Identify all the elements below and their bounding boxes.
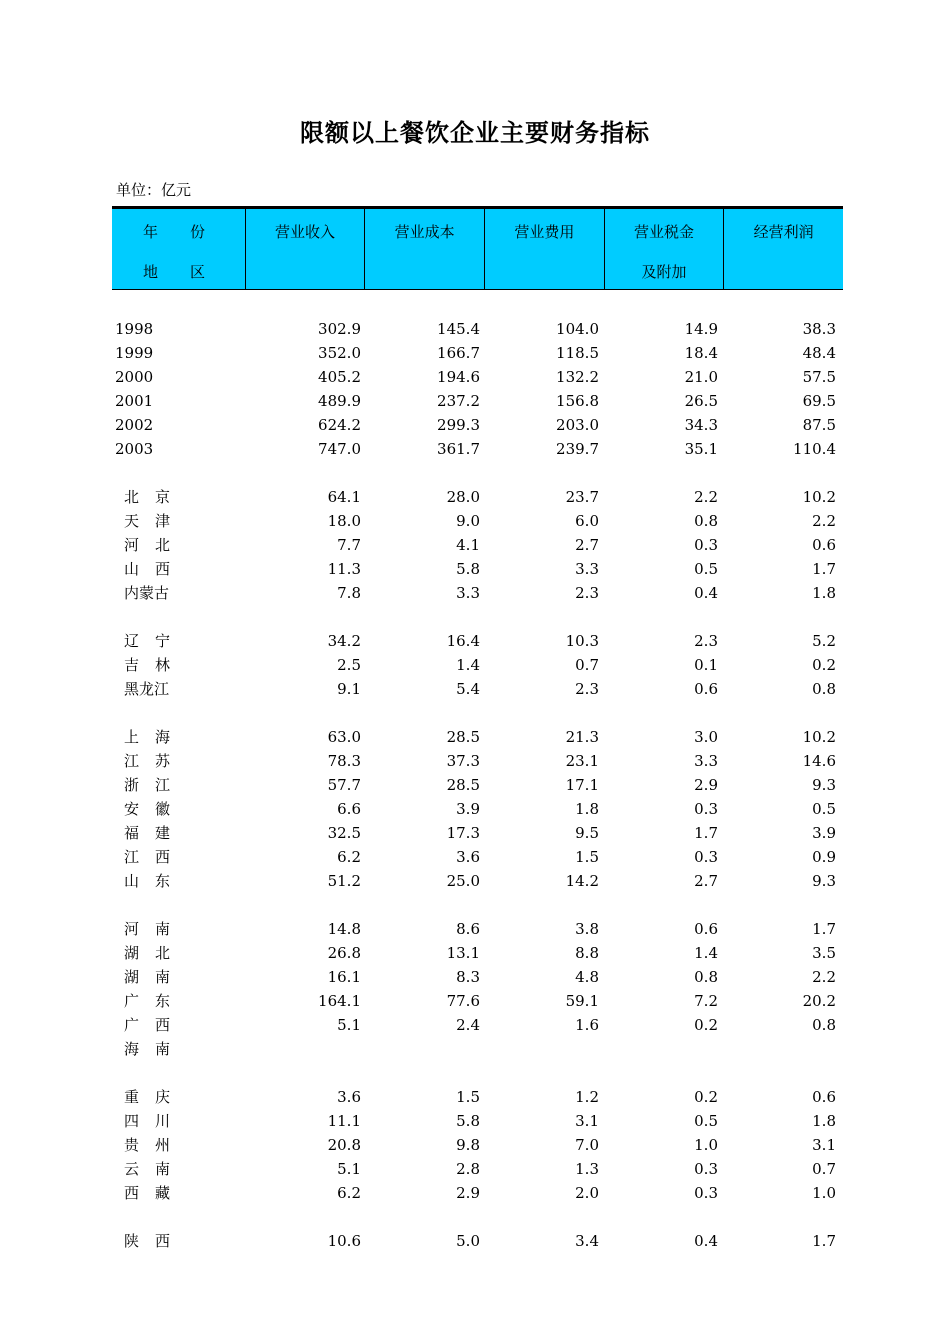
tax-value: 21.0 bbox=[684, 368, 718, 386]
profit-value: 1.8 bbox=[812, 584, 836, 602]
table-row bbox=[112, 749, 843, 773]
revenue-value: 26.8 bbox=[327, 944, 361, 962]
profit-value: 48.4 bbox=[802, 344, 836, 362]
header-label-line2: 及附加 bbox=[641, 263, 687, 281]
row-region-label: 海南 bbox=[124, 1040, 187, 1058]
tax-value: 35.1 bbox=[684, 440, 718, 458]
revenue-value: 20.8 bbox=[327, 1136, 361, 1154]
cost-value: 237.2 bbox=[437, 392, 480, 410]
tax-value: 34.3 bbox=[684, 416, 718, 434]
header-label: 营业收入 bbox=[274, 223, 335, 241]
revenue-value bbox=[245, 1037, 364, 1061]
expense-value: 14.2 bbox=[565, 872, 599, 890]
revenue-value: 16.1 bbox=[327, 968, 361, 986]
cost-value: 3.3 bbox=[456, 584, 480, 602]
profit-value: 0.8 bbox=[812, 1016, 836, 1034]
tax-value: 1.4 bbox=[694, 944, 718, 962]
unit-label: 单位：亿元 bbox=[116, 181, 192, 199]
tax-value: 3.0 bbox=[694, 728, 718, 746]
revenue-value: 18.0 bbox=[327, 512, 361, 530]
tax-value: 0.8 bbox=[694, 512, 718, 530]
row-region-label: 四川 bbox=[124, 1112, 187, 1130]
profit-value: 0.8 bbox=[812, 680, 836, 698]
table-row bbox=[112, 485, 843, 509]
expense-value: 2.0 bbox=[575, 1184, 599, 1202]
cost-value: 25.0 bbox=[446, 872, 480, 890]
expense-value: 17.1 bbox=[565, 776, 599, 794]
row-year-label: 1999 bbox=[115, 344, 154, 362]
row-region-label: 湖北 bbox=[124, 944, 187, 962]
profit-value: 3.1 bbox=[812, 1136, 836, 1154]
header-cost bbox=[365, 209, 485, 289]
cost-value: 1.5 bbox=[456, 1088, 480, 1106]
profit-value: 0.7 bbox=[812, 1160, 836, 1178]
tax-value: 1.7 bbox=[694, 824, 718, 842]
row-year-label: 1998 bbox=[115, 320, 154, 338]
row-region-label: 贵州 bbox=[124, 1136, 187, 1154]
revenue-value: 78.3 bbox=[327, 752, 361, 770]
table-row bbox=[112, 1229, 843, 1253]
table-row bbox=[112, 677, 843, 701]
expense-value: 3.8 bbox=[575, 920, 599, 938]
table-row bbox=[112, 1085, 843, 1109]
page-title: 限额以上餐饮企业主要财务指标 bbox=[300, 118, 650, 147]
cost-value: 28.5 bbox=[446, 776, 480, 794]
cost-value: 299.3 bbox=[437, 416, 480, 434]
revenue-value: 2.5 bbox=[337, 656, 361, 674]
revenue-value: 3.6 bbox=[337, 1088, 361, 1106]
profit-value: 0.6 bbox=[812, 536, 836, 554]
cost-value: 166.7 bbox=[437, 344, 480, 362]
table-row bbox=[112, 989, 843, 1013]
revenue-value: 9.1 bbox=[337, 680, 361, 698]
table-row bbox=[112, 1109, 843, 1133]
tax-value bbox=[602, 1037, 721, 1061]
profit-value: 1.8 bbox=[812, 1112, 836, 1130]
revenue-value: 747.0 bbox=[318, 440, 361, 458]
revenue-value: 51.2 bbox=[327, 872, 361, 890]
profit-value: 9.3 bbox=[812, 872, 836, 890]
profit-value: 14.6 bbox=[802, 752, 836, 770]
profit-value: 2.2 bbox=[812, 512, 836, 530]
table-row bbox=[112, 941, 843, 965]
table-row bbox=[112, 845, 843, 869]
profit-value: 57.5 bbox=[802, 368, 836, 386]
profit-value: 9.3 bbox=[812, 776, 836, 794]
row-region-label: 安徽 bbox=[124, 800, 187, 818]
profit-value: 69.5 bbox=[802, 392, 836, 410]
row-region-label: 河北 bbox=[124, 536, 187, 554]
tax-value: 18.4 bbox=[684, 344, 718, 362]
revenue-value: 6.6 bbox=[337, 800, 361, 818]
profit-value: 3.5 bbox=[812, 944, 836, 962]
profit-value: 5.2 bbox=[812, 632, 836, 650]
table-row bbox=[112, 437, 843, 461]
financial-table bbox=[112, 206, 843, 1253]
header-profit bbox=[724, 209, 843, 289]
profit-value: 1.7 bbox=[812, 920, 836, 938]
table-row bbox=[112, 1181, 843, 1205]
header-region-cell bbox=[112, 209, 246, 289]
revenue-value: 11.3 bbox=[327, 560, 361, 578]
cost-value: 5.8 bbox=[456, 560, 480, 578]
row-region-label: 吉林 bbox=[124, 656, 187, 674]
profit-value: 3.9 bbox=[812, 824, 836, 842]
expense-value: 23.1 bbox=[565, 752, 599, 770]
table-row bbox=[112, 509, 843, 533]
row-region-label: 山西 bbox=[124, 560, 187, 578]
revenue-value: 6.2 bbox=[337, 1184, 361, 1202]
expense-value: 23.7 bbox=[565, 488, 599, 506]
cost-value: 2.9 bbox=[456, 1184, 480, 1202]
revenue-value: 7.7 bbox=[337, 536, 361, 554]
tax-value: 0.3 bbox=[694, 800, 718, 818]
table-row bbox=[112, 581, 843, 605]
expense-value: 1.2 bbox=[575, 1088, 599, 1106]
row-region-label: 浙江 bbox=[124, 776, 187, 794]
table-row bbox=[112, 773, 843, 797]
expense-value: 3.1 bbox=[575, 1112, 599, 1130]
tax-value: 0.5 bbox=[694, 560, 718, 578]
row-year-label: 2002 bbox=[115, 416, 154, 434]
revenue-value: 6.2 bbox=[337, 848, 361, 866]
table-row bbox=[112, 365, 843, 389]
profit-value: 0.2 bbox=[812, 656, 836, 674]
revenue-value: 7.8 bbox=[337, 584, 361, 602]
row-region-label: 黑龙江 bbox=[124, 680, 170, 698]
tax-value: 3.3 bbox=[694, 752, 718, 770]
revenue-value: 624.2 bbox=[318, 416, 361, 434]
tax-value: 0.5 bbox=[694, 1112, 718, 1130]
expense-value: 6.0 bbox=[575, 512, 599, 530]
row-region-label: 广西 bbox=[124, 1016, 187, 1034]
row-region-label: 福建 bbox=[124, 824, 187, 842]
revenue-value: 10.6 bbox=[327, 1232, 361, 1250]
expense-value: 2.3 bbox=[575, 680, 599, 698]
row-region-label: 江苏 bbox=[124, 752, 187, 770]
cost-value: 3.9 bbox=[456, 800, 480, 818]
header-year-char-1: 年 bbox=[143, 223, 159, 241]
tax-value: 0.3 bbox=[694, 848, 718, 866]
row-region-label: 北京 bbox=[124, 488, 187, 506]
row-region-label: 广东 bbox=[124, 992, 187, 1010]
tax-value: 0.6 bbox=[694, 920, 718, 938]
row-year-label: 2000 bbox=[115, 368, 154, 386]
row-region-label: 湖南 bbox=[124, 968, 187, 986]
header-label: 营业费用 bbox=[514, 223, 575, 241]
revenue-value: 63.0 bbox=[327, 728, 361, 746]
profit-value: 1.0 bbox=[812, 1184, 836, 1202]
table-row bbox=[112, 317, 843, 341]
cost-value: 8.3 bbox=[456, 968, 480, 986]
table-row bbox=[112, 389, 843, 413]
table-row bbox=[112, 725, 843, 749]
cost-value: 28.0 bbox=[446, 488, 480, 506]
table-row bbox=[112, 917, 843, 941]
expense-value: 59.1 bbox=[565, 992, 599, 1010]
cost-value: 8.6 bbox=[456, 920, 480, 938]
cost-value: 361.7 bbox=[437, 440, 480, 458]
cost-value: 77.6 bbox=[446, 992, 480, 1010]
row-region-label: 辽宁 bbox=[124, 632, 187, 650]
profit-value: 0.6 bbox=[812, 1088, 836, 1106]
row-year-label: 2003 bbox=[115, 440, 154, 458]
cost-value: 145.4 bbox=[437, 320, 480, 338]
cost-value: 13.1 bbox=[446, 944, 480, 962]
expense-value: 2.7 bbox=[575, 536, 599, 554]
cost-value: 28.5 bbox=[446, 728, 480, 746]
cost-value: 2.8 bbox=[456, 1160, 480, 1178]
cost-value: 2.4 bbox=[456, 1016, 480, 1034]
revenue-value: 5.1 bbox=[337, 1016, 361, 1034]
table-row bbox=[112, 413, 843, 437]
tax-value: 1.0 bbox=[694, 1136, 718, 1154]
row-region-label: 西藏 bbox=[124, 1184, 187, 1202]
table-row bbox=[112, 1133, 843, 1157]
expense-value: 239.7 bbox=[556, 440, 599, 458]
cost-value: 194.6 bbox=[437, 368, 480, 386]
row-region-label: 山东 bbox=[124, 872, 187, 890]
tax-value: 0.3 bbox=[694, 536, 718, 554]
expense-value: 203.0 bbox=[556, 416, 599, 434]
header-expense bbox=[485, 209, 605, 289]
expense-value: 1.6 bbox=[575, 1016, 599, 1034]
expense-value: 8.8 bbox=[575, 944, 599, 962]
cost-value bbox=[364, 1037, 483, 1061]
revenue-value: 14.8 bbox=[327, 920, 361, 938]
cost-value: 1.4 bbox=[456, 656, 480, 674]
revenue-value: 11.1 bbox=[327, 1112, 361, 1130]
tax-value: 2.3 bbox=[694, 632, 718, 650]
tax-value: 0.4 bbox=[694, 1232, 718, 1250]
header-label: 经营利润 bbox=[753, 223, 814, 241]
profit-value bbox=[721, 1037, 839, 1061]
expense-value: 4.8 bbox=[575, 968, 599, 986]
expense-value: 21.3 bbox=[565, 728, 599, 746]
expense-value: 156.8 bbox=[556, 392, 599, 410]
cost-value: 4.1 bbox=[456, 536, 480, 554]
row-region-label: 江西 bbox=[124, 848, 187, 866]
expense-value: 3.4 bbox=[575, 1232, 599, 1250]
revenue-value: 5.1 bbox=[337, 1160, 361, 1178]
expense-value: 104.0 bbox=[556, 320, 599, 338]
tax-value: 26.5 bbox=[684, 392, 718, 410]
header-tax bbox=[605, 209, 725, 289]
profit-value: 2.2 bbox=[812, 968, 836, 986]
table-row bbox=[112, 341, 843, 365]
cost-value: 3.6 bbox=[456, 848, 480, 866]
profit-value: 38.3 bbox=[802, 320, 836, 338]
table-row bbox=[112, 1037, 843, 1061]
expense-value: 10.3 bbox=[565, 632, 599, 650]
tax-value: 2.9 bbox=[694, 776, 718, 794]
row-region-label: 天津 bbox=[124, 512, 187, 530]
expense-value: 132.2 bbox=[556, 368, 599, 386]
cost-value: 9.0 bbox=[456, 512, 480, 530]
cost-value: 17.3 bbox=[446, 824, 480, 842]
table-row bbox=[112, 965, 843, 989]
row-region-label: 上海 bbox=[124, 728, 187, 746]
cost-value: 9.8 bbox=[456, 1136, 480, 1154]
expense-value: 1.5 bbox=[575, 848, 599, 866]
profit-value: 0.5 bbox=[812, 800, 836, 818]
tax-value: 7.2 bbox=[694, 992, 718, 1010]
table-row bbox=[112, 533, 843, 557]
revenue-value: 489.9 bbox=[318, 392, 361, 410]
cost-value: 5.0 bbox=[456, 1232, 480, 1250]
row-year-label: 2001 bbox=[115, 392, 154, 410]
expense-value: 7.0 bbox=[575, 1136, 599, 1154]
tax-value: 2.2 bbox=[694, 488, 718, 506]
table-row bbox=[112, 557, 843, 581]
row-region-label: 重庆 bbox=[124, 1088, 187, 1106]
tax-value: 2.7 bbox=[694, 872, 718, 890]
row-region-label: 云南 bbox=[124, 1160, 187, 1178]
profit-value: 10.2 bbox=[802, 728, 836, 746]
expense-value: 9.5 bbox=[575, 824, 599, 842]
tax-value: 0.4 bbox=[694, 584, 718, 602]
tax-value: 0.3 bbox=[694, 1160, 718, 1178]
revenue-value: 302.9 bbox=[318, 320, 361, 338]
expense-value: 1.8 bbox=[575, 800, 599, 818]
table-row bbox=[112, 821, 843, 845]
cost-value: 16.4 bbox=[446, 632, 480, 650]
profit-value: 0.9 bbox=[812, 848, 836, 866]
table-row bbox=[112, 869, 843, 893]
table-header bbox=[112, 206, 843, 290]
tax-value: 0.1 bbox=[694, 656, 718, 674]
revenue-value: 352.0 bbox=[318, 344, 361, 362]
table-row bbox=[112, 797, 843, 821]
header-label: 营业税金 bbox=[633, 223, 694, 241]
tax-value: 0.3 bbox=[694, 1184, 718, 1202]
revenue-value: 57.7 bbox=[327, 776, 361, 794]
expense-value: 1.3 bbox=[575, 1160, 599, 1178]
expense-value bbox=[483, 1037, 602, 1061]
revenue-value: 405.2 bbox=[318, 368, 361, 386]
revenue-value: 32.5 bbox=[327, 824, 361, 842]
header-region-char-1: 地 bbox=[143, 263, 159, 281]
revenue-value: 34.2 bbox=[327, 632, 361, 650]
revenue-value: 164.1 bbox=[318, 992, 361, 1010]
profit-value: 87.5 bbox=[802, 416, 836, 434]
expense-value: 0.7 bbox=[575, 656, 599, 674]
row-region-label: 内蒙古 bbox=[124, 584, 170, 602]
profit-value: 110.4 bbox=[793, 440, 836, 458]
table-row bbox=[112, 1013, 843, 1037]
table-body bbox=[112, 290, 843, 1253]
header-revenue bbox=[246, 209, 366, 289]
tax-value: 0.6 bbox=[694, 680, 718, 698]
table-row bbox=[112, 653, 843, 677]
tax-value: 0.2 bbox=[694, 1016, 718, 1034]
expense-value: 3.3 bbox=[575, 560, 599, 578]
profit-value: 10.2 bbox=[802, 488, 836, 506]
profit-value: 1.7 bbox=[812, 560, 836, 578]
header-label: 营业成本 bbox=[394, 223, 455, 241]
table-row bbox=[112, 629, 843, 653]
header-region-char-2: 区 bbox=[190, 263, 206, 281]
header-year-char-2: 份 bbox=[190, 223, 206, 241]
profit-value: 20.2 bbox=[802, 992, 836, 1010]
cost-value: 37.3 bbox=[446, 752, 480, 770]
tax-value: 0.2 bbox=[694, 1088, 718, 1106]
revenue-value: 64.1 bbox=[327, 488, 361, 506]
expense-value: 118.5 bbox=[556, 344, 599, 362]
profit-value: 1.7 bbox=[812, 1232, 836, 1250]
row-region-label: 河南 bbox=[124, 920, 187, 938]
tax-value: 14.9 bbox=[684, 320, 718, 338]
tax-value: 0.8 bbox=[694, 968, 718, 986]
cost-value: 5.4 bbox=[456, 680, 480, 698]
table-row bbox=[112, 1157, 843, 1181]
cost-value: 5.8 bbox=[456, 1112, 480, 1130]
row-region-label: 陕西 bbox=[124, 1232, 187, 1250]
expense-value: 2.3 bbox=[575, 584, 599, 602]
